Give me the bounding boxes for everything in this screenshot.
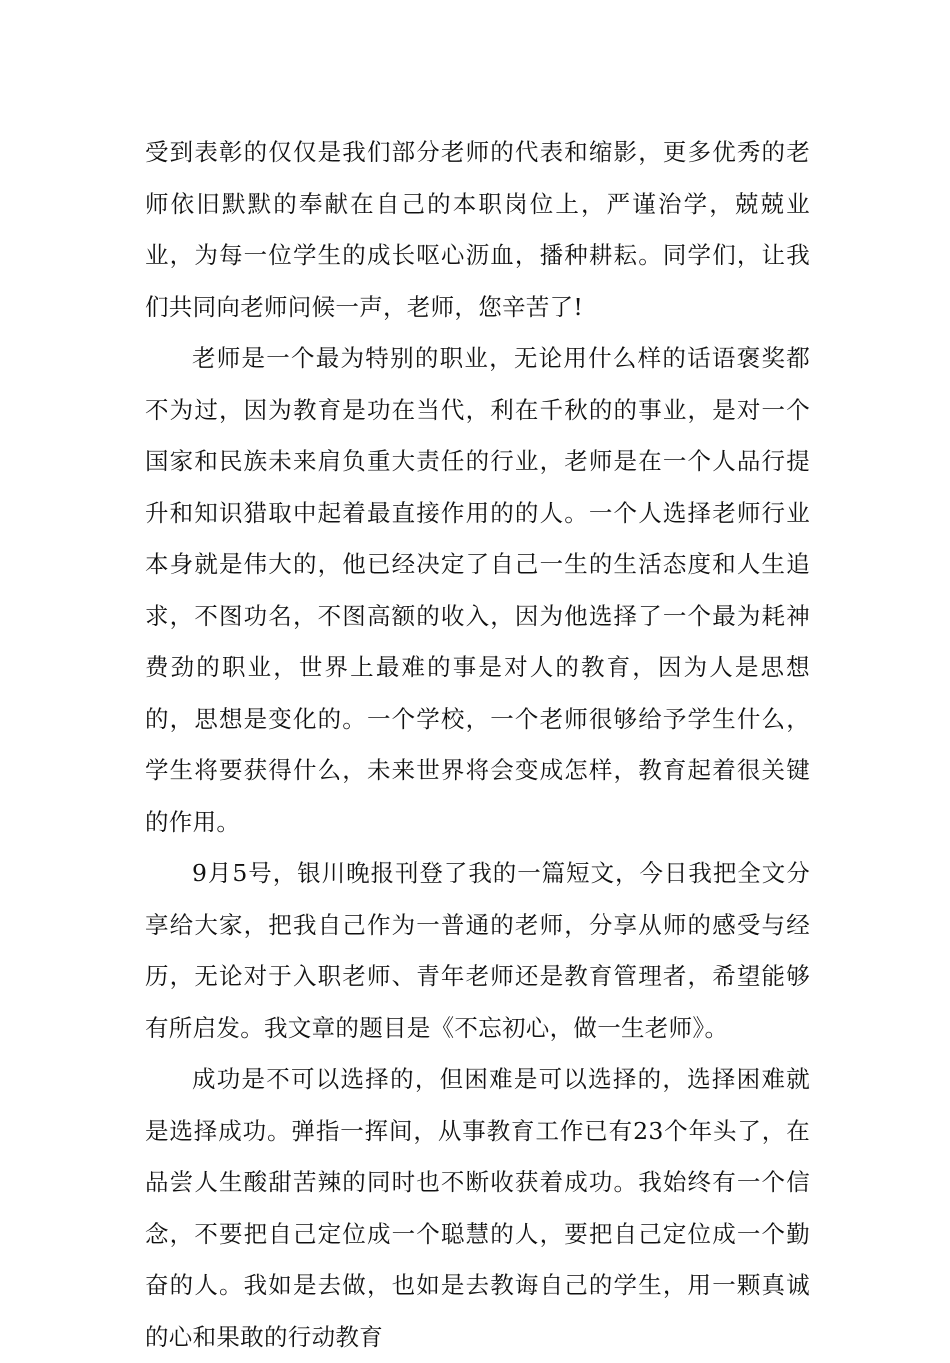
paragraph-newspaper-article: 9月5号，银川晚报刊登了我的一篇短文，今日我把全文分享给大家，把我自己作为一普通的老师，分享从师的感受与经历，无论对于入职老师、青年老师还是教育管理者，希望能够有所启发。我文章的题目是《不忘初心，做一生老师》。 — [145, 859, 810, 1042]
document-page — [145, 127, 810, 1363]
paragraph-success-choice: 成功是不可以选择的，但困难是可以选择的，选择困难就是选择成功。弹指一挥间，从事教育工作已有23个年头了，在品尝人生酸甜苦辣的同时也不断收获着成功。我始终有一个信念，不要把自己定位成一个聪慧的人，要把自己定位成一个勤奋的人。我如是去做，也如是去教诲自己的学生，用一颗真诚的心和果敢的行动教育 — [145, 1065, 810, 1351]
paragraph-teacher-profession: 老师是一个最为特别的职业，无论用什么样的话语褒奖都不为过，因为教育是功在当代，利在千秋的的事业，是对一个国家和民族未来肩负重大责任的行业，老师是在一个人品行提升和知识猎取中起着最直接作用的的人。一个人选择老师行业本身就是伟大的，他已经决定了自己一生的生活态度和人生追求，不图功名，不图高额的收入，因为他选择了一个最为耗神费劲的职业，世界上最难的事是对人的教育，因为人是思想的，思想是变化的。一个学校，一个老师很够给予学生什么，学生将要获得什么，未来世界将会变成怎样，教育起着很关键的作用。 — [145, 344, 810, 836]
paragraph-continuation: 受到表彰的仅仅是我们部分老师的代表和缩影，更多优秀的老师依旧默默的奉献在自己的本职岗位上，严谨治学，兢兢业业，为每一位学生的成长呕心沥血，播种耕耘。同学们，让我们共同向老师问候一声，老师，您辛苦了! — [145, 138, 810, 321]
